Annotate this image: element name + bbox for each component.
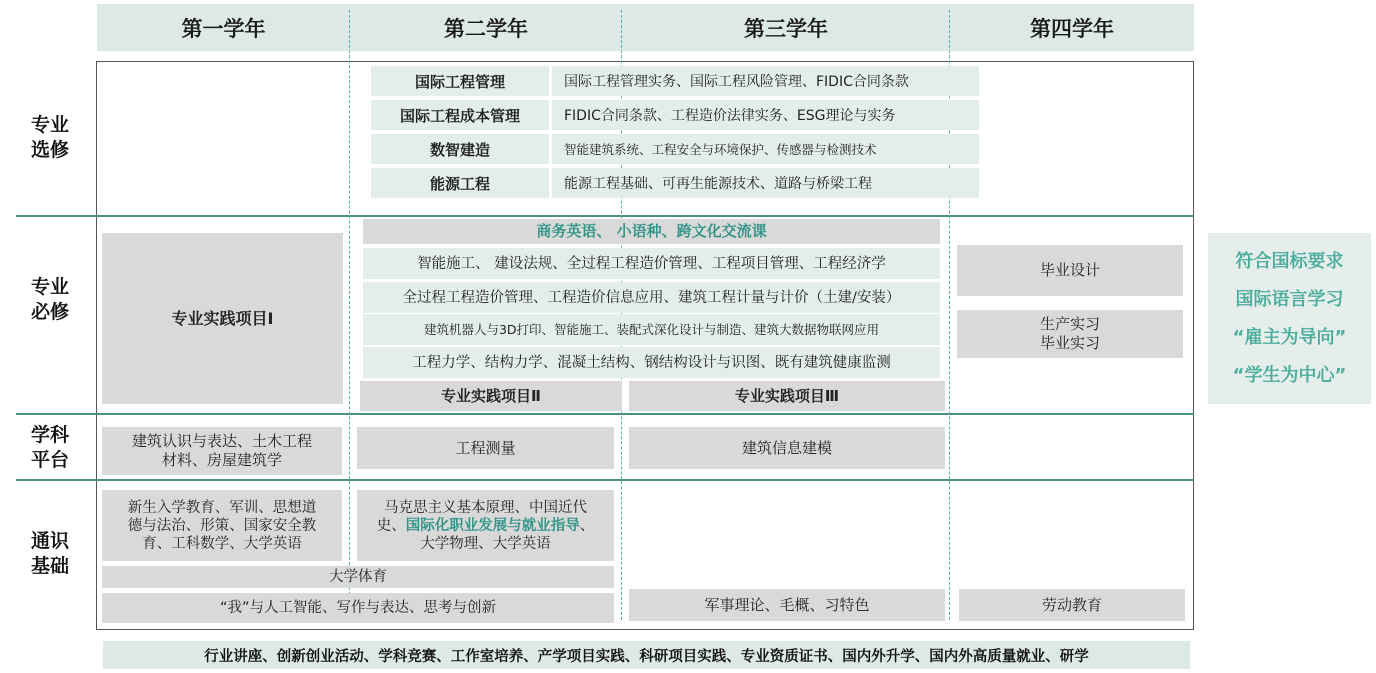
year3-header: 第三学年 bbox=[744, 16, 828, 41]
side-highlights bbox=[1208, 233, 1371, 404]
ai-writing-thinking: “我”与人工智能、写作与表达、思考与创新 bbox=[102, 593, 614, 623]
year1-header: 第一学年 bbox=[181, 16, 266, 41]
military-theory: 军事理论、毛概、习特色 bbox=[629, 589, 945, 621]
general-year2-line2 bbox=[377, 517, 595, 535]
general-year2-line1: 马克思主义基本原理、中国近代 bbox=[384, 499, 587, 516]
row-divider bbox=[16, 413, 1194, 415]
platform-year1 bbox=[102, 427, 342, 475]
language-courses: 商务英语、 小语种、跨文化交流课 bbox=[363, 219, 940, 244]
physical-education: 大学体育 bbox=[102, 566, 614, 588]
side-item-employer: “雇主为导向” bbox=[1232, 326, 1347, 348]
required-courses-line3: 建筑机器人与3D打印、智能施工、装配式深化设计与制造、建筑大数据物联网应用 bbox=[363, 314, 940, 345]
year2-header: 第二学年 bbox=[444, 16, 528, 41]
general-year2-suffix: 、 bbox=[579, 517, 595, 534]
elective-courses: FIDIC合同条款、工程造价法律实务、ESG理论与实务 bbox=[552, 100, 979, 130]
year4-header: 第四学年 bbox=[1030, 16, 1114, 41]
extracurricular-bar: 行业讲座、创新创业活动、学科竞赛、工作室培养、产学项目实践、科研项目实践、专业资质证书、国内外升学、国内外高质量就业、研学 bbox=[103, 641, 1190, 669]
row-label-general: 通识 基础 bbox=[30, 529, 69, 577]
elective-name: 国际工程成本管理 bbox=[371, 100, 549, 130]
platform-year1-line2: 材料、房屋建筑学 bbox=[161, 451, 282, 469]
practice-project-1: 专业实践项目Ⅰ bbox=[102, 233, 343, 404]
required-courses-line2: 全过程工程造价管理、工程造价信息应用、建筑工程计量与计价（土建/安装） bbox=[363, 282, 940, 313]
general-year1-line1: 新生入学教育、军训、思想道 bbox=[127, 499, 317, 516]
elective-name: 国际工程管理 bbox=[371, 66, 549, 96]
required-courses-line1: 智能施工、 建设法规、全过程工程造价管理、工程项目管理、工程经济学 bbox=[363, 248, 940, 279]
general-year2 bbox=[357, 490, 614, 561]
graduation-design: 毕业设计 bbox=[957, 245, 1183, 296]
platform-year2: 工程测量 bbox=[357, 427, 614, 469]
row-divider bbox=[16, 215, 1194, 217]
elective-courses: 能源工程基础、可再生能源技术、道路与桥梁工程 bbox=[552, 168, 979, 198]
platform-year1-line1: 建筑认识与表达、土木工程 bbox=[131, 432, 312, 450]
career-guidance-highlight: 国际化职业发展与就业指导 bbox=[405, 517, 580, 534]
internship-box bbox=[957, 310, 1183, 358]
labor-education: 劳动教育 bbox=[959, 589, 1185, 621]
platform-year3: 建筑信息建模 bbox=[629, 427, 945, 469]
column-divider bbox=[349, 10, 350, 620]
elective-name: 能源工程 bbox=[371, 168, 549, 198]
general-year1 bbox=[102, 490, 342, 561]
row-divider bbox=[16, 479, 1194, 481]
side-item-student: “学生为中心” bbox=[1232, 364, 1347, 386]
general-year1-line3: 育、工科数学、大学英语 bbox=[142, 535, 302, 552]
general-year2-prefix: 史、 bbox=[376, 517, 406, 534]
elective-courses: 智能建筑系统、工程安全与环境保护、传感器与检测技术 bbox=[552, 134, 979, 164]
row-label-elective: 专业 选修 bbox=[30, 113, 69, 161]
elective-name: 数智建造 bbox=[371, 134, 549, 164]
internship-production: 生产实习 bbox=[1039, 315, 1100, 333]
practice-project-2: 专业实践项目Ⅱ bbox=[360, 381, 622, 411]
elective-courses: 国际工程管理实务、国际工程风险管理、FIDIC合同条款 bbox=[552, 66, 979, 96]
general-year2-line3: 大学物理、大学英语 bbox=[420, 535, 551, 552]
row-label-required: 专业 必修 bbox=[30, 275, 69, 323]
internship-graduation: 毕业实习 bbox=[1039, 334, 1100, 352]
practice-project-3: 专业实践项目Ⅲ bbox=[629, 381, 945, 411]
general-year1-line2: 德与法治、形策、国家安全教 bbox=[127, 517, 317, 534]
required-courses-line4: 工程力学、结构力学、混凝土结构、钢结构设计与识图、既有建筑健康监测 bbox=[363, 347, 940, 378]
side-item-language: 国际语言学习 bbox=[1235, 288, 1344, 310]
row-label-platform: 学科 平台 bbox=[30, 423, 69, 471]
side-item-standard: 符合国标要求 bbox=[1235, 250, 1344, 272]
